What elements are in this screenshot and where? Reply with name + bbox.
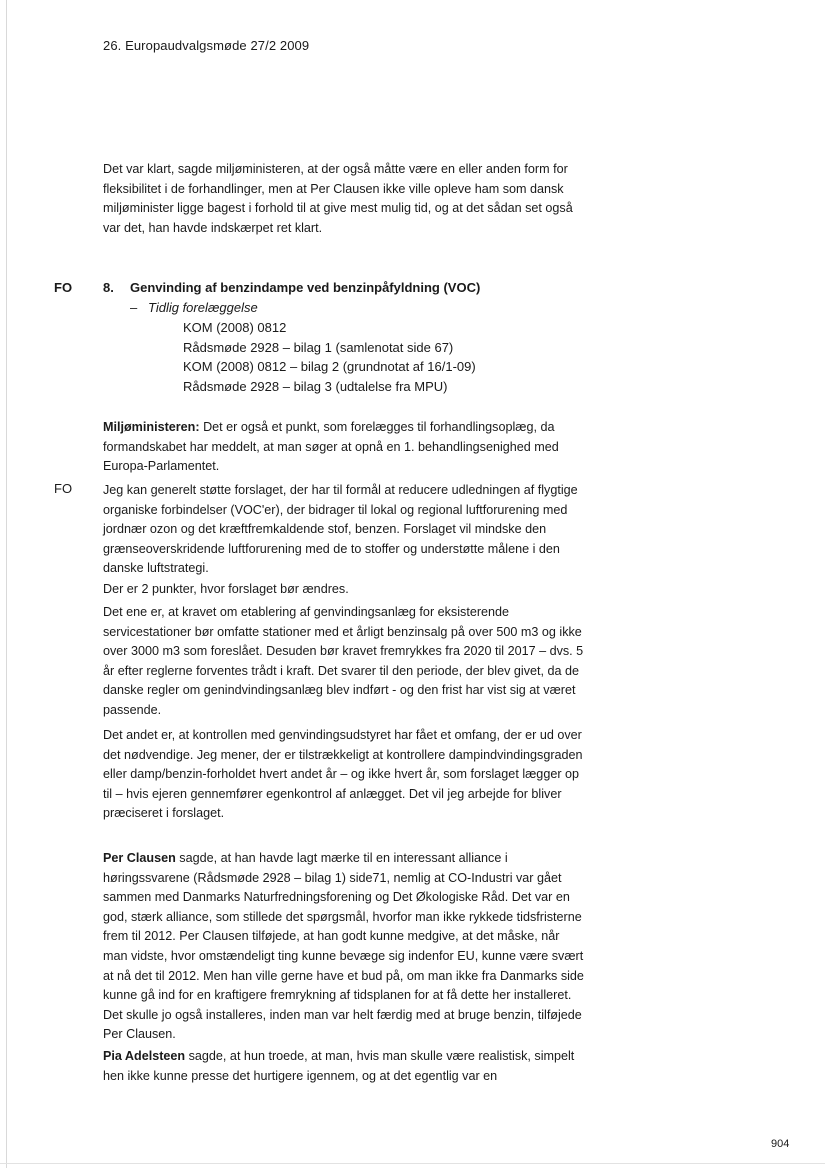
- clausen-paragraph: [103, 849, 585, 1045]
- scan-bottom-line: [0, 1163, 825, 1164]
- page-header: 26. Europaudvalgsmøde 27/2 2009: [103, 38, 310, 53]
- minister-paragraph-5: Det andet er, at kontrollen med genvindingsudstyret har fået et omfang, der er ud over det nødvendige. Jeg mener, der er tilstrækkeligt at kontrollere dampindvindingsgraden eller damp/benzin-forholdet hvert andet år – og ikke hvert år, som forslaget lægger op til – hvis ejeren gennemfører egenkontrol af anlægget. Det vil jeg arbejde for bliver præciseret i forslaget.: [103, 728, 583, 821]
- intro-paragraph: Det var klart, sagde miljøministeren, at der også måtte være en eller anden form for fleksibilitet i de forhandlinger, men at Per Clausen ikke ville opleve ham som dansk miljøminister ligge bagest i forhold til at give mest mulig tid, og at det sådan set også var det, han havde indskærpet ret klart.: [103, 162, 573, 235]
- fo-mark-paragraph: FO: [54, 481, 73, 496]
- minister-paragraph-3: Der er 2 punkter, hvor forslaget bør ændres.: [103, 582, 349, 596]
- item-number: 8.: [103, 280, 114, 295]
- fo-mark-item: FO: [54, 280, 73, 295]
- scan-edge-line: [6, 0, 7, 1168]
- adelsteen-paragraph: [103, 1047, 585, 1086]
- speaker-per-clausen: Per Clausen: [103, 851, 176, 865]
- minister-paragraph-4: Det ene er, at kravet om etablering af genvindingsanlæg for eksisterende servicestationer bør omfatte stationer med et årligt benzinsalg på over 500 m3 og ikke over 3000 m3 som foreslået. Desuden bør kravet fremrykkes fra 2020 til 2017 – dvs. 5 år efter reglerne forventes trådt i kraft. Det svarer til den periode, der blev givet, da de danske regler om genindvindingsanlæg blev indført - og den frist har vist sig at været passende.: [103, 605, 584, 717]
- document-list: [183, 318, 476, 396]
- page-number: 904: [771, 1138, 790, 1150]
- document-ref: KOM (2008) 0812: [183, 320, 287, 335]
- speaker-minister: Miljøministeren:: [103, 420, 200, 434]
- item-title: Genvinding af benzindampe ved benzinpåfyldning (VOC): [130, 280, 481, 295]
- minister-text-1: Det er også et punkt, som forelægges til forhandlingsoplæg, da formandskabet har meddelt, at man søger at opnå en 1. behandlingsenighed med Europa-Parlamentet.: [103, 420, 559, 474]
- speaker-pia-adelsteen: Pia Adelsteen: [103, 1049, 186, 1063]
- document-ref: Rådsmøde 2928 – bilag 1 (samlenotat side 67): [183, 339, 454, 355]
- adelsteen-text: sagde, at hun troede, at man, hvis man skulle være realistisk, simpelt hen ikke kunne presse det hurtigere igennem, og at det egentlig var en: [103, 1049, 575, 1083]
- item-subtitle: Tidlig forelæggelse: [148, 300, 258, 315]
- clausen-text: sagde, at han havde lagt mærke til en interessant alliance i høringssvarene (Rådsmøde 2928 – bilag 1) side71, nemlig at CO-Industri var gået sammen med Danmarks Naturfredningsforening og Det Økologiske Råd. Det var en god, stærk alliance, som stillede det spørgsmål, hvorfor man ikke rykkede tidsfristerne frem til 2012. Per Clausen tilføjede, at han godt kunne medgive, at det måske, når man vidste, hvor omstændeligt ting kunne bevæge sig indenfor EU, kunne være svært at nå det til 2012. Men han ville gerne have et bud på, om man ikke fra Danmarks side kunne gå ind for en kraftigere fremrykning af tidsplanen for at få dette her installeret. Det skulle jo også installeres, inden man var helt færdig med at bruge benzin, tilføjede Per Clausen.: [103, 851, 584, 1042]
- minister-paragraph-1: [103, 418, 585, 477]
- minister-paragraph-2: Jeg kan generelt støtte forslaget, der har til formål at reducere udledningen af flygtige organiske forbindelser (VOC'er), der bidrager til lokal og regional luftforurening med jordnær ozon og det kræftfremkaldende stof, benzen. Forslaget vil mindske den grænseoverskridende luftforurening med de to stoffer og understøtte målene i den danske luftstrategi.: [103, 483, 578, 576]
- document-ref: Rådsmøde 2928 – bilag 3 (udtalelse fra MPU): [183, 378, 448, 394]
- document-ref: KOM (2008) 0812 – bilag 2 (grundnotat af 16/1-09): [183, 359, 476, 375]
- subtitle-dash: –: [130, 300, 138, 315]
